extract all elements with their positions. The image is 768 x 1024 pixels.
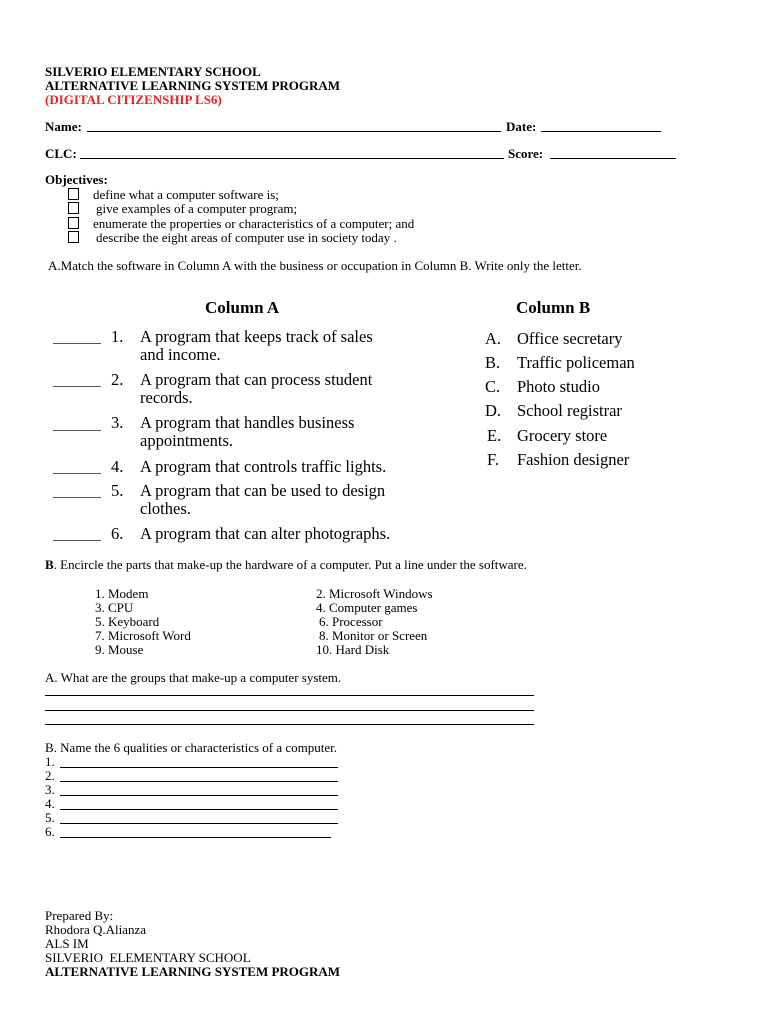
answer-number: 3. bbox=[45, 782, 55, 797]
answer-number: 5. bbox=[45, 810, 55, 825]
column-b-letter: B. bbox=[485, 353, 501, 372]
answer-blank[interactable] bbox=[53, 497, 101, 498]
column-b-title: Column B bbox=[516, 298, 591, 317]
column-b-letter: E. bbox=[487, 426, 502, 445]
part-a-instruction: A.Match the software in Column A with the business or occupation in Column B. Write only the letter. bbox=[48, 258, 582, 273]
date-field[interactable] bbox=[541, 131, 661, 132]
column-b-letter: C. bbox=[485, 377, 501, 396]
column-b-text: Photo studio bbox=[517, 377, 600, 396]
subject-title: (DIGITAL CITIZENSHIP LS6) bbox=[45, 92, 222, 107]
column-a-number: 2. bbox=[111, 370, 124, 389]
clc-field[interactable] bbox=[80, 158, 504, 159]
column-b-text: School registrar bbox=[517, 401, 622, 420]
footer-program: ALTERNATIVE LEARNING SYSTEM PROGRAM bbox=[45, 964, 341, 979]
answer-line[interactable] bbox=[45, 724, 534, 725]
answer-blank[interactable] bbox=[53, 430, 101, 431]
column-a-text-cont: appointments. bbox=[140, 431, 234, 450]
preparer-role: ALS IM bbox=[45, 936, 89, 951]
answer-line[interactable] bbox=[60, 767, 338, 768]
objectives-title: Objectives: bbox=[45, 172, 108, 187]
score-label: Score: bbox=[508, 146, 544, 161]
column-a-text-cont: records. bbox=[140, 388, 193, 407]
part-b-item: 10. Hard Disk bbox=[316, 642, 390, 657]
part-b-item: 5. Keyboard bbox=[95, 614, 160, 629]
objective-item: give examples of a computer program; bbox=[68, 202, 297, 216]
column-a-text: A program that handles business bbox=[140, 413, 355, 432]
name-label: Name: bbox=[45, 119, 82, 134]
answer-blank[interactable] bbox=[53, 386, 101, 387]
question-a: A. What are the groups that make-up a computer system. bbox=[45, 670, 342, 685]
part-b-item: 6. Processor bbox=[319, 614, 383, 629]
school-name: SILVERIO ELEMENTARY SCHOOL bbox=[45, 64, 261, 79]
column-a-number: 3. bbox=[111, 413, 124, 432]
column-b-letter: D. bbox=[485, 401, 502, 420]
answer-number: 1. bbox=[45, 754, 55, 769]
column-a-text: A program that can alter photographs. bbox=[140, 524, 391, 543]
answer-line[interactable] bbox=[60, 795, 338, 796]
part-b-item: 9. Mouse bbox=[95, 642, 144, 657]
answer-line[interactable] bbox=[45, 695, 534, 696]
objective-item: define what a computer software is; bbox=[68, 188, 279, 202]
column-b-text: Traffic policeman bbox=[517, 353, 635, 372]
answer-number: 2. bbox=[45, 768, 55, 783]
part-b-item: 3. CPU bbox=[95, 600, 134, 615]
part-b-instruction: B. Encircle the parts that make-up the hardware of a computer. Put a line under the software. bbox=[45, 557, 527, 572]
date-label: Date: bbox=[506, 119, 537, 134]
column-a-number: 5. bbox=[111, 481, 124, 500]
part-b-item: 1. Modem bbox=[95, 586, 149, 601]
column-b-letter: A. bbox=[485, 329, 502, 348]
column-b-text: Fashion designer bbox=[517, 450, 630, 469]
column-a-number: 6. bbox=[111, 524, 124, 543]
checkbox-icon bbox=[68, 217, 79, 229]
column-a-title: Column A bbox=[205, 298, 280, 317]
column-a-text: A program that controls traffic lights. bbox=[140, 457, 387, 476]
column-b-text: Grocery store bbox=[517, 426, 608, 445]
answer-line[interactable] bbox=[45, 710, 534, 711]
objective-item: enumerate the properties or characteristics of a computer; and bbox=[68, 217, 414, 231]
checkbox-icon bbox=[68, 231, 79, 243]
name-field[interactable] bbox=[87, 131, 501, 132]
checkbox-icon bbox=[68, 188, 79, 200]
answer-blank[interactable] bbox=[53, 473, 101, 474]
objective-item: describe the eight areas of computer use in society today . bbox=[68, 231, 397, 245]
column-b-text: Office secretary bbox=[517, 329, 623, 348]
part-b-item: 7. Microsoft Word bbox=[95, 628, 191, 643]
column-a-text: A program that can process student bbox=[140, 370, 373, 389]
answer-line[interactable] bbox=[60, 837, 331, 838]
answer-line[interactable] bbox=[60, 823, 338, 824]
part-b-item: 4. Computer games bbox=[316, 600, 418, 615]
answer-blank[interactable] bbox=[53, 343, 101, 344]
part-b-item: 8. Monitor or Screen bbox=[319, 628, 428, 643]
clc-label: CLC: bbox=[45, 146, 77, 161]
score-field[interactable] bbox=[550, 158, 676, 159]
footer-school: SILVERIO ELEMENTARY SCHOOL bbox=[45, 950, 251, 965]
answer-number: 6. bbox=[45, 824, 55, 839]
column-b-letter: F. bbox=[487, 450, 499, 469]
answer-number: 4. bbox=[45, 796, 55, 811]
column-a-text-cont: clothes. bbox=[140, 499, 191, 518]
question-b: B. Name the 6 qualities or characteristics of a computer. bbox=[45, 740, 338, 755]
column-a-number: 1. bbox=[111, 327, 124, 346]
part-b-item: 2. Microsoft Windows bbox=[316, 586, 433, 601]
answer-line[interactable] bbox=[60, 781, 338, 782]
preparer-name: Rhodora Q.Alianza bbox=[45, 922, 147, 937]
column-a-text: A program that can be used to design bbox=[140, 481, 386, 500]
prepared-by-label: Prepared By: bbox=[45, 908, 114, 923]
answer-blank[interactable] bbox=[53, 540, 101, 541]
program-title: ALTERNATIVE LEARNING SYSTEM PROGRAM bbox=[45, 78, 341, 93]
column-a-text: A program that keeps track of sales bbox=[140, 327, 373, 346]
checkbox-icon bbox=[68, 202, 79, 214]
column-a-number: 4. bbox=[111, 457, 124, 476]
answer-line[interactable] bbox=[60, 809, 338, 810]
column-a-text-cont: and income. bbox=[140, 345, 221, 364]
